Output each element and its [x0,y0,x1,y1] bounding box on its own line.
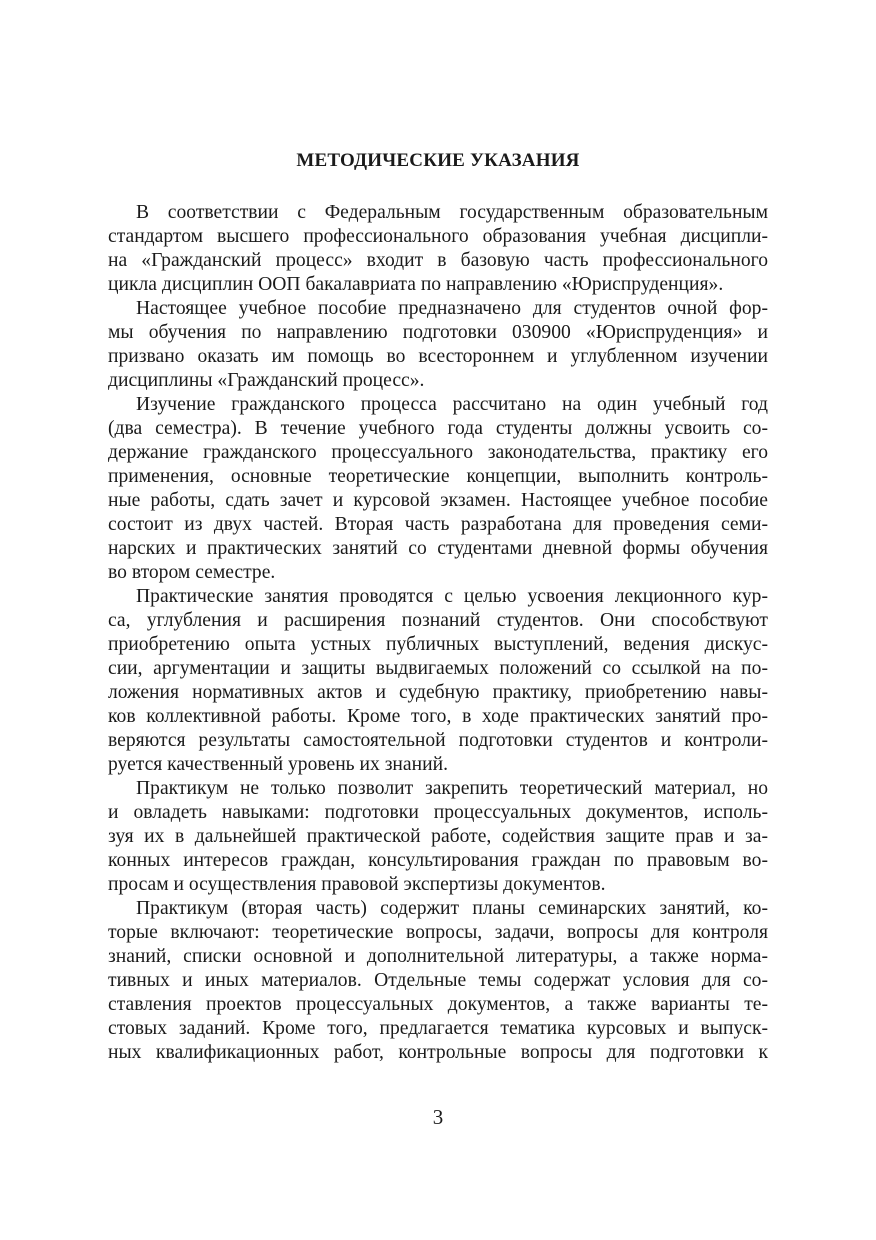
paragraph-line: стовых заданий. Кроме того, предлагается тематика курсовых и выпуск- [108,1018,768,1039]
paragraph-line: просам и осуществления правовой экспертизы документов. [108,874,606,895]
page-title: МЕТОДИЧЕСКИЕ УКАЗАНИЯ [296,150,580,171]
paragraph-line: на «Гражданский процесс» входит в базовую часть профессионального [108,250,768,271]
paragraph-line: приобретению опыта устных публичных выступлений, ведения дискус- [108,634,768,655]
paragraph-line: ложения нормативных актов и судебную практику, приобретению навы- [108,682,768,703]
paragraph [108,201,768,297]
paragraph-line: руется качественный уровень их знаний. [108,754,448,775]
paragraph-line: зуя их в дальнейшей практической работе, содействия защите прав и за- [108,826,768,847]
paragraph [108,393,768,585]
paragraph-line: состоит из двух частей. Вторая часть разработана для проведения семи- [108,514,768,535]
page-number: 3 [432,1105,444,1129]
paragraph-line: держание гражданского процессуального законодательства, практику его [108,442,768,463]
paragraph-line: ставления проектов процессуальных документов, а также варианты те- [108,994,768,1015]
paragraph-line: стандартом высшего профессионального образования учебная дисципли- [108,226,768,247]
paragraph-line: ков коллективной работы. Кроме того, в ходе практических занятий про- [108,706,768,727]
paragraph-line: са, углубления и расширения познаний студентов. Они способствуют [108,610,768,631]
paragraph-line: сии, аргументации и защиты выдвигаемых положений со ссылкой на по- [108,658,768,679]
paragraph-line: дисциплины «Гражданский процесс». [108,370,425,391]
paragraph-line: тивных и иных материалов. Отдельные темы содержат условия для со- [108,970,768,991]
paragraph-line: применения, основные теоретические концепции, выполнить контроль- [108,466,768,487]
document-body [108,201,768,1065]
paragraph-line: мы обучения по направлению подготовки 030900 «Юриспруденция» и [108,322,768,343]
paragraph-line: цикла дисциплин ООП бакалавриата по направлению «Юриспруденция». [108,274,724,295]
paragraph-line: во втором семестре. [108,562,276,583]
paragraph-line: Практические занятия проводятся с целью усвоения лекционного кур- [136,586,768,607]
paragraph-line: ных квалификационных работ, контрольные вопросы для подготовки к [108,1042,768,1063]
paragraph-line: знаний, списки основной и дополнительной литературы, а также норма- [108,946,768,967]
paragraph-line: В соответствии с Федеральным государственным образовательным [136,202,768,223]
paragraph [108,777,768,897]
paragraph-line: веряются результаты самостоятельной подготовки студентов и контроли- [108,730,768,751]
paragraph-line: и овладеть навыками: подготовки процессуальных документов, исполь- [108,802,768,823]
paragraph-line: Изучение гражданского процесса рассчитано на один учебный год [136,394,768,415]
paragraph-line: (два семестра). В течение учебного года студенты должны усвоить со- [108,418,768,439]
paragraph-line: нарских и практических занятий со студентами дневной формы обучения [108,538,768,559]
paragraph-line: конных интересов граждан, консультирования граждан по правовым во- [108,850,768,871]
paragraph [108,297,768,393]
paragraph-line: Практикум (вторая часть) содержит планы семинарских занятий, ко- [136,898,768,919]
paragraph-line: призвано оказать им помощь во всестороннем и углубленном изучении [108,346,768,367]
paragraph-line: торые включают: теоретические вопросы, задачи, вопросы для контроля [108,922,768,943]
paragraph-line: ные работы, сдать зачет и курсовой экзамен. Настоящее учебное пособие [108,490,768,511]
paragraph-line: Настоящее учебное пособие предназначено для студентов очной фор- [136,298,768,319]
paragraph [108,585,768,777]
paragraph [108,897,768,1065]
paragraph-line: Практикум не только позволит закрепить теоретический материал, но [136,778,768,799]
